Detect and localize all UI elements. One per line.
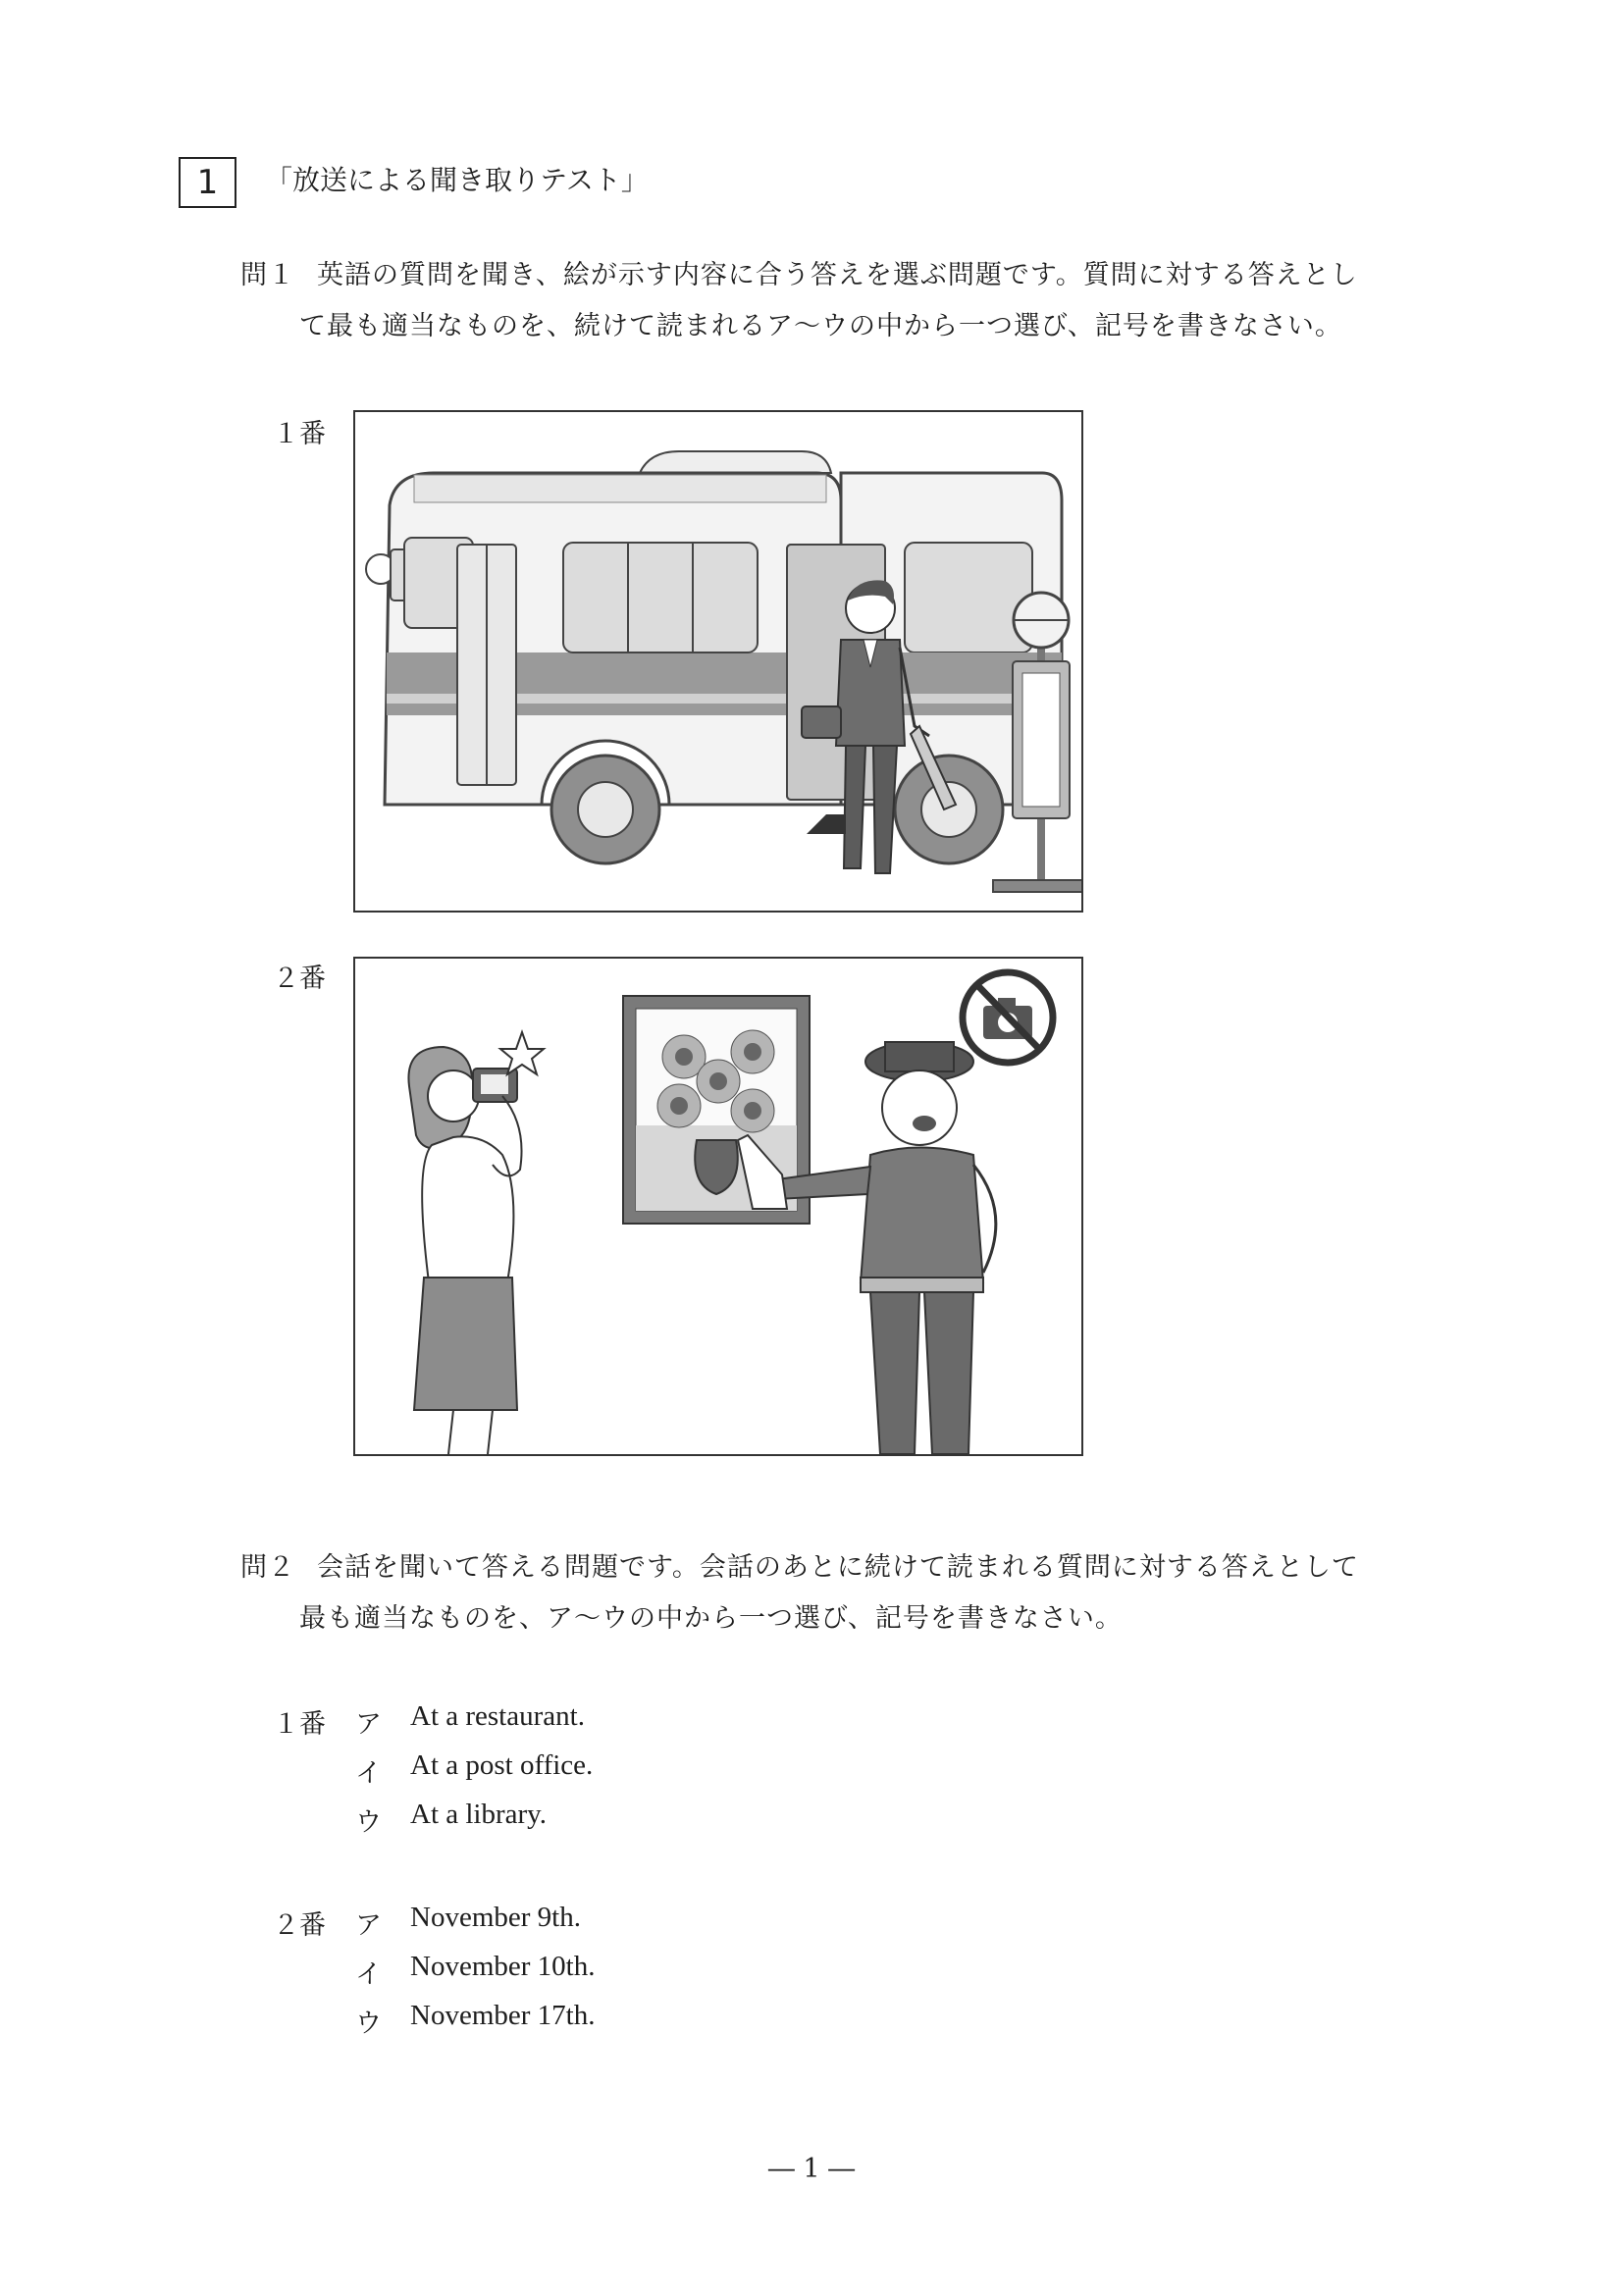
bus-illustration bbox=[353, 410, 1083, 913]
section-title: 「放送による聞き取りテスト」 bbox=[265, 164, 649, 196]
choice-kana: イ bbox=[355, 1758, 382, 1789]
choice-kana: ウ bbox=[355, 2009, 382, 2039]
bus-scene-svg bbox=[355, 412, 1081, 911]
question2-instruction-line1: 会話を聞いて答える問題です。会話のあとに続けて読まれる質問に対する答えとして bbox=[317, 1552, 1359, 1583]
question2-label: 問２ bbox=[240, 1552, 295, 1583]
bus-destination-sign bbox=[414, 475, 826, 502]
question1-item1-number: １番 bbox=[273, 419, 326, 449]
choice-text: At a library. bbox=[410, 1799, 548, 1830]
question2-instruction-line2: 最も適当なものを、ア～ウの中から一つ選び、記号を書きなさい。 bbox=[299, 1603, 1123, 1634]
question1-item2-number: ２番 bbox=[273, 964, 326, 994]
section-number-box: 1 bbox=[179, 157, 236, 208]
question1-instruction-line2: て最も適当なものを、続けて読まれるア～ウの中から一つ選び、記号を書きなさい。 bbox=[299, 311, 1342, 341]
bus-stripe-dark bbox=[387, 652, 841, 694]
no-camera-icon bbox=[963, 972, 1053, 1063]
bus-stripe-light bbox=[387, 694, 841, 704]
question1-instruction-line1: 英語の質問を聞き、絵が示す内容に合う答えを選ぶ問題です。質問に対する答えとし bbox=[317, 260, 1358, 290]
question1-instruction bbox=[240, 250, 1438, 352]
choice-text: At a restaurant. bbox=[410, 1700, 585, 1732]
bus-side-windows bbox=[563, 543, 758, 652]
choice-kana: イ bbox=[355, 1959, 382, 1990]
museum-illustration bbox=[353, 957, 1083, 1456]
bus-roof-vent bbox=[640, 451, 831, 473]
choice-text: At a post office. bbox=[410, 1749, 594, 1781]
question2-instruction bbox=[240, 1542, 1438, 1644]
question2-item1-number: １番 bbox=[273, 1709, 326, 1740]
question2-item2-number: ２番 bbox=[273, 1910, 326, 1941]
choice-kana: ア bbox=[355, 1709, 382, 1740]
choice-text: November 10th. bbox=[410, 1951, 596, 1982]
choice-kana: ウ bbox=[355, 1807, 382, 1838]
choice-kana: ア bbox=[355, 1910, 382, 1941]
page-number: ― 1 ― bbox=[767, 2154, 856, 2184]
choice-text: November 17th. bbox=[410, 2000, 596, 2031]
bus-stripe-thin bbox=[387, 704, 841, 715]
woman-taking-photo bbox=[408, 1032, 544, 1454]
choice-text: November 9th. bbox=[410, 1902, 581, 1933]
briefcase-icon bbox=[802, 706, 841, 738]
museum-scene-svg bbox=[355, 959, 1081, 1454]
question1-label: 問１ bbox=[240, 260, 295, 290]
